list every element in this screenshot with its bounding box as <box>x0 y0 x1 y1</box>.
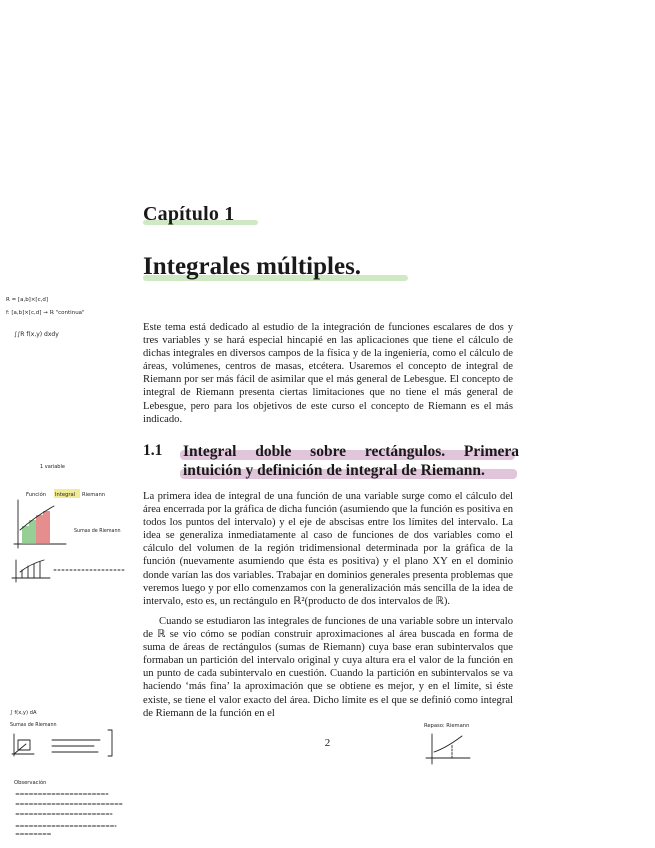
body-paragraph-1: La primera idea de integral de una función de una variable surge como el cálculo del área encerrada por la gráfica de dicha función (asumiendo que la función es positiva en todos los puntos del intervalo) y el eje de abscisas entre los límites del intervalo. La idea se generaliza inmediatamente al caso de funciones de dos variables como el cálculo del volumen de la región tridimensional determinada por la gráfica de la función (nuevamente asumiendo que ésta es positiva) y el plano XY en el dominio donde varían las dos variables. Trabajar en dominios generales presenta problemas que veremos luego y por ello comenzamos con la generalización más sencilla de la idea de intervalo, esto es, un rectángulo en ℝ²(producto de dos intervalos de ℝ). <box>143 491 513 607</box>
body-paragraph-2: Cuando se estudiaron las integrales de funciones de una variable sobre un intervalo de ℝ se vio cómo se podían construir aproximaciones al área buscada en forma de suma de áreas de rectángulos (sumas de Riemann) cuya base eran subintervalos que formaban un partición del intervalo original y cuya altura era el valor de la función en un punto de cada subintervalo en cuestión. Cuando la partición en subintervalos se va haciendo ‘más fina’ la aproximación que se obtiene es mejor, y en el límite, si éste existe, se tiene el valor exacto del área. Dicho límite es el que se definió como integral de Riemann de la función en el <box>143 616 513 719</box>
note-line: Sumas de Riemann <box>10 723 57 728</box>
3d-box <box>18 740 30 750</box>
handwritten-note-double-integral <box>4 700 142 760</box>
note-line: Riemann <box>82 492 106 498</box>
chapter-label: Capítulo 1 <box>143 203 235 225</box>
handwritten-note-observation <box>12 776 142 840</box>
handwritten-note-domain <box>4 292 139 342</box>
note-line: f: [a,b]×[c,d] → ℝ "continua" <box>6 310 85 316</box>
riemann-bar <box>29 520 36 544</box>
chapter-title: Integrales múltiples. <box>143 253 362 280</box>
note-line: Integral <box>55 492 76 498</box>
note-scribble <box>16 794 122 834</box>
note-scribble <box>52 740 100 752</box>
page-number: 2 <box>324 737 331 749</box>
riemann-bar <box>22 526 29 544</box>
note-line: Repaso: Riemann <box>424 723 470 729</box>
review-graph <box>426 734 470 764</box>
section-title: Integral doble sobre rectángulos. Primera intuición y definición de integral de Riemann. <box>183 443 519 479</box>
note-line: Sumas de Riemann <box>74 529 121 534</box>
intro-paragraph: Este tema está dedicado al estudio de la integración de funciones escalares de dos y tres variables y se hará especial hincapié en las aplicaciones que tiene el cálculo de dichas integrales en diversos campos de la física y de la ingeniería, como el cálculo de áreas, volúmenes, centros de masas, etcétera. Usaremos el concepto de integral de Riemann por ser más fácil de asimilar que el más general de Lebesgue. El concepto de integral de Riemann presenta ciertas limitaciones que no tiene el más general de Lebesgue, pero para los objetivos de este curso el concepto de Riemann es el más indicado. <box>143 322 513 425</box>
small-graph-bars <box>22 562 40 578</box>
note-line: Función <box>26 492 47 498</box>
note-line: 1 variable <box>40 464 65 470</box>
handwritten-note-riemann-sketch <box>4 460 142 590</box>
handwritten-note-riemann-review <box>418 718 478 766</box>
3d-axes <box>12 734 34 756</box>
note-line: ∫ f(x,y) dA <box>10 710 37 716</box>
note-line: ∫∫R f(x,y) dxdy <box>14 331 59 338</box>
small-graph <box>12 560 50 582</box>
note-bracket <box>108 730 112 756</box>
riemann-bar <box>43 511 50 544</box>
riemann-bar <box>36 515 43 544</box>
note-line: Observación <box>14 780 47 786</box>
note-line: R = [a,b]×[c,d] <box>6 297 48 303</box>
section-number: 1.1 <box>143 442 163 459</box>
